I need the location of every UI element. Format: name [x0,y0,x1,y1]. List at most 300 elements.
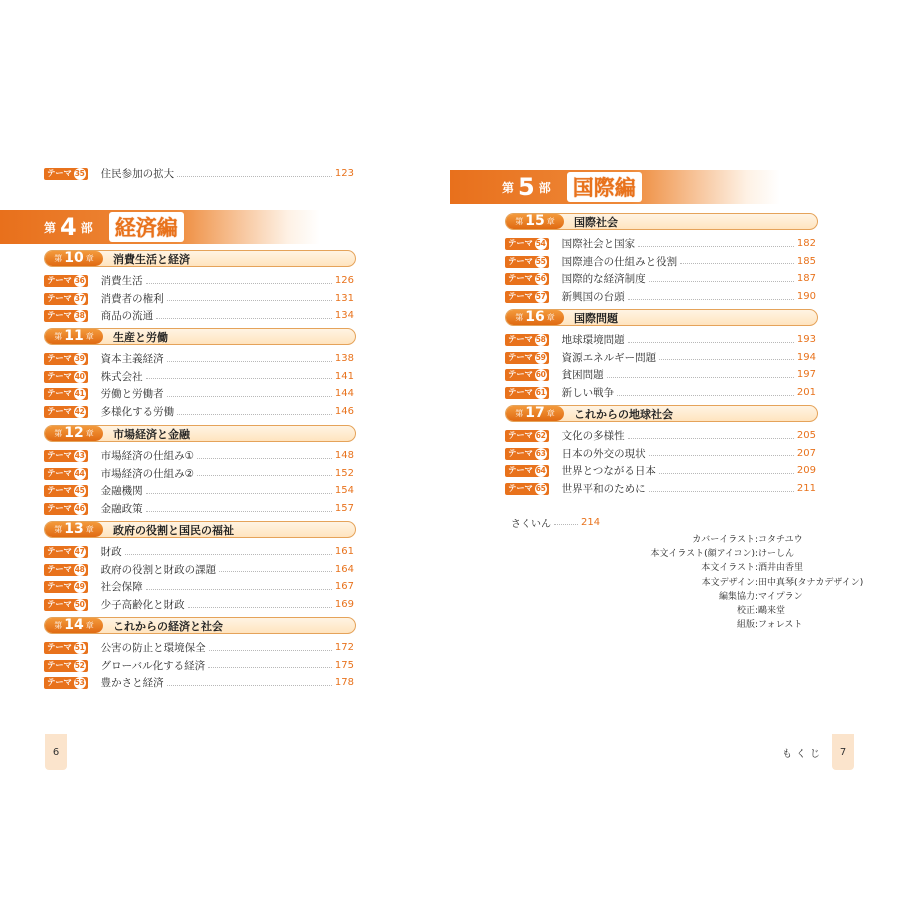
chapter-number: 12 [64,424,84,441]
theme-page-number: 193 [796,334,816,345]
theme-page-number: 190 [796,291,816,303]
dot-leader [628,299,794,300]
theme-badge [44,599,88,611]
theme-badge [505,352,549,364]
theme-title: 貧困問題 [561,369,604,382]
chapter-title: 市場経済と金融 [113,427,190,441]
theme-badge-label: テーマ [508,256,533,267]
theme-title: 資源エネルギー問題 [561,351,657,364]
theme-title: 公害の防止と環境保全 [100,642,206,654]
theme-title: 住民参加の拡大 [100,168,175,180]
chapter-number: 10 [64,249,84,266]
theme-badge-label: テーマ [47,564,72,575]
chapter-prefix: 第 [515,217,524,226]
theme-title: 社会保障 [100,581,143,594]
dot-leader [146,589,332,590]
theme-number: 58 [535,335,546,344]
index-label: さくいん [511,519,551,530]
part-number: 4 [60,213,77,241]
theme-page-number: 169 [334,599,354,611]
theme-entry[interactable] [505,428,816,444]
theme-page-number: 185 [796,255,816,267]
theme-badge-label: テーマ [508,448,533,459]
theme-badge-label: テーマ [47,660,72,671]
dot-leader [156,318,332,319]
theme-badge [505,334,549,346]
theme-entry[interactable] [505,271,816,287]
dot-leader [167,396,332,397]
chapter-badge [506,214,564,229]
credit-name: けーしん [758,549,795,560]
theme-entry[interactable] [44,448,354,464]
theme-page-number: 134 [334,310,354,322]
theme-badge [44,642,88,654]
chapter-prefix: 第 [515,313,524,322]
theme-number: 40 [74,371,85,381]
running-head: もくじ [782,749,824,760]
theme-badge [44,371,88,383]
theme-number: 43 [74,451,85,460]
theme-badge [44,468,88,480]
dot-leader [649,281,794,282]
theme-page-number: 209 [796,465,816,477]
credit-separator: : [755,620,759,631]
theme-page-number: 141 [334,370,354,382]
theme-entry[interactable] [44,562,354,578]
theme-badge [44,503,88,515]
credit-separator: : [755,591,759,602]
chapter-title: 国際問題 [574,311,618,325]
credit-role: 本文イラスト(顔アイコン) [650,549,755,560]
credit-role: 本文デザイン [701,577,755,588]
theme-badge [44,660,88,672]
theme-badge-label: テーマ [47,678,72,689]
dot-leader [167,685,332,686]
dot-leader [146,283,332,284]
theme-badge [44,293,88,305]
theme-number: 55 [535,256,546,266]
theme-entry[interactable] [505,385,816,401]
theme-entry[interactable] [44,675,354,691]
part-prefix: 第 [44,220,57,235]
theme-badge [505,256,549,268]
theme-badge [44,450,88,462]
theme-number: 46 [74,504,85,514]
credit-name: コタチユウ [758,535,803,545]
theme-number: 65 [535,484,546,494]
theme-badge [44,564,88,576]
theme-entry[interactable] [44,597,354,613]
theme-page-number: 207 [796,447,816,459]
theme-number: 41 [74,389,85,399]
theme-badge [505,291,549,303]
chapter-title: 国際社会 [574,215,618,229]
theme-number: 37 [74,293,85,303]
theme-entry[interactable] [44,658,354,674]
chapter-prefix: 第 [54,254,63,263]
chapter-prefix: 第 [54,429,63,438]
chapter-header[interactable] [44,425,356,442]
theme-title: 国際的な経済制度 [561,273,646,286]
theme-title: 消費者の権利 [100,292,164,305]
theme-title: 労働と労働者 [100,388,164,401]
dot-leader [188,607,332,608]
theme-title: 世界とつながる日本 [561,465,656,478]
theme-entry[interactable] [44,501,354,517]
theme-badge-label: テーマ [47,600,72,611]
theme-number: 53 [74,678,85,688]
chapter-number: 15 [525,212,545,229]
credit-separator: : [755,606,759,616]
theme-number: 64 [535,466,546,476]
theme-badge-label: テーマ [47,486,72,497]
theme-badge-label: テーマ [508,352,533,363]
dot-leader [649,455,794,456]
theme-page-number: 164 [334,563,354,575]
theme-page-number: 146 [334,406,354,418]
part-prefix: 第 [502,180,515,195]
credit-line [630,576,863,590]
dot-leader [219,571,332,572]
chapter-prefix: 第 [54,525,63,534]
theme-badge-label: テーマ [47,311,72,322]
credit-name: マイプラン [758,591,803,602]
chapter-number: 11 [64,327,84,344]
chapter-badge [45,618,103,633]
chapter-badge [506,406,564,421]
page-number-right: 7 [832,734,854,770]
theme-badge [505,238,549,250]
theme-title: 新興国の台頭 [561,291,625,304]
theme-number: 50 [74,600,85,610]
theme-badge-label: テーマ [508,274,533,285]
theme-badge [44,546,88,558]
chapter-suffix: 章 [85,254,94,263]
theme-badge [505,465,549,477]
theme-number: 44 [74,468,85,478]
theme-entry[interactable] [44,291,354,307]
theme-page-number: 144 [334,388,354,400]
theme-title: 株式会社 [100,370,143,383]
chapter-prefix: 第 [54,332,63,341]
theme-entry[interactable] [44,273,354,289]
theme-entry[interactable] [505,446,816,462]
theme-badge-label: テーマ [508,388,533,399]
part-title: 国際編 [567,172,642,202]
chapter-suffix: 章 [546,217,555,226]
theme-page-number: 172 [334,642,354,653]
theme-entry[interactable] [505,254,816,270]
theme-title: 商品の流通 [100,310,154,323]
theme-badge [44,388,88,400]
part-title: 経済編 [109,212,184,242]
dot-leader [659,359,794,360]
theme-title: 多様化する労働 [100,406,175,419]
theme-badge [505,273,549,285]
dot-leader [638,246,794,247]
theme-badge [505,387,549,399]
theme-page-number: 178 [334,677,354,689]
theme-entry[interactable] [44,640,354,656]
theme-number: 59 [535,352,546,362]
theme-badge-label: テーマ [508,431,533,441]
dot-leader [607,377,794,378]
credit-line [630,533,803,547]
theme-entry[interactable] [505,367,816,383]
theme-badge [44,275,88,287]
dot-leader [649,491,794,492]
theme-page-number: 205 [796,430,816,441]
theme-badge-label: テーマ [47,293,72,304]
theme-title: 消費生活 [100,275,143,287]
theme-badge [44,581,88,593]
theme-badge-label: テーマ [47,407,72,418]
theme-number: 60 [535,370,546,380]
theme-entry[interactable] [505,350,816,366]
theme-entry[interactable] [44,351,354,367]
credit-role: 本文イラスト [701,563,755,574]
dot-leader [146,493,332,494]
chapter-badge [45,426,103,441]
dot-leader [628,438,794,439]
chapter-suffix: 章 [546,409,555,418]
theme-badge-label: テーマ [508,239,533,249]
theme-page-number: 201 [796,387,816,399]
theme-entry[interactable] [44,166,354,182]
theme-badge [44,485,88,497]
theme-badge [505,448,549,460]
theme-page-number: 157 [334,503,354,515]
theme-page-number: 182 [796,238,816,249]
theme-entry[interactable] [505,289,816,305]
chapter-suffix: 章 [85,332,94,341]
index-entry[interactable] [511,515,600,530]
theme-entry[interactable] [505,236,816,252]
dot-leader [146,378,332,379]
theme-number: 42 [74,407,85,417]
theme-page-number: 123 [334,168,354,179]
theme-title: 日本の外交の現状 [561,447,646,460]
chapter-header[interactable] [505,309,818,326]
theme-title: 世界平和のために [561,483,646,496]
credit-line [630,547,794,561]
chapter-title: 消費生活と経済 [113,252,190,266]
chapter-title: これからの経済と社会 [113,619,223,633]
theme-badge [44,353,88,365]
theme-page-number: 148 [334,450,354,461]
theme-entry[interactable] [505,463,816,479]
theme-entry[interactable] [44,466,354,482]
chapter-number: 14 [64,616,84,633]
theme-badge [44,406,88,418]
part-header[interactable] [450,170,780,204]
theme-number: 63 [535,448,546,458]
theme-badge [44,310,88,322]
theme-number: 48 [74,564,85,574]
chapter-number: 17 [525,404,545,421]
theme-title: 政府の役割と財政の課題 [100,563,217,576]
theme-page-number: 211 [796,483,816,495]
page-number-left: 6 [45,734,67,770]
index-page-number: 214 [581,517,601,528]
theme-badge [505,369,549,381]
theme-badge-label: テーマ [47,582,72,593]
theme-page-number: 187 [796,273,816,285]
dot-leader [125,554,332,555]
dot-leader [628,342,794,343]
chapter-header[interactable] [505,405,818,422]
theme-entry[interactable] [505,481,816,497]
theme-number: 51 [74,643,85,652]
theme-number: 35 [74,169,85,178]
theme-number: 61 [535,388,546,398]
credit-role: 校正 [736,606,755,616]
credit-line [630,561,803,575]
theme-page-number: 154 [334,485,354,497]
credit-role: 編集協力 [718,591,755,602]
credit-line [630,604,785,618]
theme-title: 市場経済の仕組み① [100,450,195,462]
credit-name: フォレスト [758,620,803,631]
theme-number: 47 [74,547,85,556]
theme-entry[interactable] [44,544,354,560]
theme-title: 金融機関 [100,485,143,498]
theme-number: 38 [74,311,85,321]
chapter-suffix: 章 [546,313,555,322]
theme-title: 文化の多様性 [561,430,625,442]
theme-entry[interactable] [44,579,354,595]
chapter-title: これからの地球社会 [574,407,673,421]
credit-line [630,618,802,632]
dot-leader [167,361,332,362]
dot-leader [209,650,332,651]
theme-badge-label: テーマ [47,276,72,286]
credit-separator: : [755,577,759,588]
right-page [450,0,900,900]
dot-leader [554,524,578,525]
theme-badge [44,168,88,180]
theme-number: 54 [535,239,546,248]
theme-badge-label: テーマ [508,335,533,345]
theme-entry[interactable] [44,369,354,385]
theme-page-number: 126 [334,275,354,286]
theme-entry[interactable] [44,308,354,324]
part-number: 5 [518,173,535,201]
theme-badge-label: テーマ [508,466,533,477]
theme-page-number: 175 [334,659,354,671]
chapter-suffix: 章 [85,621,94,630]
theme-number: 39 [74,354,85,363]
chapter-badge [506,310,564,325]
chapter-header[interactable] [44,328,356,345]
credit-name: 酒井由香里 [758,563,804,574]
chapter-header[interactable] [505,213,818,230]
theme-badge-label: テーマ [47,169,72,179]
theme-title: 金融政策 [100,503,143,516]
theme-page-number: 138 [334,353,354,364]
theme-title: 財政 [100,546,122,558]
dot-leader [146,511,332,512]
theme-badge-label: テーマ [508,370,533,381]
dot-leader [197,475,332,476]
dot-leader [167,300,332,301]
theme-page-number: 152 [334,467,354,479]
theme-number: 49 [74,582,85,592]
dot-leader [208,667,332,668]
chapter-badge [45,329,103,344]
chapter-badge [45,251,103,266]
chapter-suffix: 章 [85,429,94,438]
theme-title: 地球環境問題 [561,334,625,346]
credit-separator: : [755,563,759,574]
theme-page-number: 167 [334,581,354,593]
theme-title: 資本主義経済 [100,353,164,365]
theme-badge [44,677,88,689]
chapter-title: 生産と労働 [113,330,168,344]
theme-page-number: 194 [796,351,816,363]
part-suffix: 部 [538,180,551,195]
theme-badge-label: テーマ [47,468,72,479]
theme-page-number: 131 [334,292,354,304]
chapter-badge [45,522,103,537]
theme-entry[interactable] [505,332,816,348]
dot-leader [680,263,794,264]
chapter-header[interactable] [44,617,356,634]
theme-badge-label: テーマ [47,547,72,557]
dot-leader [659,473,794,474]
chapter-title: 政府の役割と国民の福祉 [113,523,234,537]
theme-badge-label: テーマ [47,389,72,400]
theme-title: グローバル化する経済 [100,659,206,672]
theme-badge-label: テーマ [47,354,72,364]
chapter-prefix: 第 [515,409,524,418]
credit-name: 鷗来堂 [758,606,786,616]
dot-leader [617,395,794,396]
theme-title: 市場経済の仕組み② [100,467,195,480]
chapter-number: 16 [525,308,545,325]
theme-badge [505,430,549,442]
theme-title: 国際連合の仕組みと役割 [561,255,678,268]
credit-separator: : [755,535,759,545]
theme-badge [505,483,549,495]
chapter-prefix: 第 [54,621,63,630]
theme-badge-label: テーマ [508,292,533,303]
chapter-number: 13 [64,520,84,537]
theme-number: 56 [535,274,546,284]
theme-badge-label: テーマ [47,643,72,653]
theme-badge-label: テーマ [47,504,72,515]
chapter-header[interactable] [44,250,356,267]
theme-number: 36 [74,276,85,285]
theme-entry[interactable] [44,386,354,402]
theme-entry[interactable] [44,483,354,499]
credit-role: カバーイラスト [692,535,755,545]
chapter-suffix: 章 [85,525,94,534]
part-suffix: 部 [80,220,93,235]
dot-leader [177,414,332,415]
theme-badge-label: テーマ [47,371,72,382]
theme-page-number: 161 [334,546,354,557]
theme-number: 52 [74,660,85,670]
theme-number: 57 [535,292,546,302]
theme-entry[interactable] [44,404,354,420]
chapter-header[interactable] [44,521,356,538]
part-header[interactable] [0,210,320,244]
credit-name: 田中真琴(タナカデザイン) [758,577,864,588]
theme-title: 国際社会と国家 [561,238,636,250]
credit-separator: : [755,549,759,560]
credit-role: 組版 [736,620,755,631]
